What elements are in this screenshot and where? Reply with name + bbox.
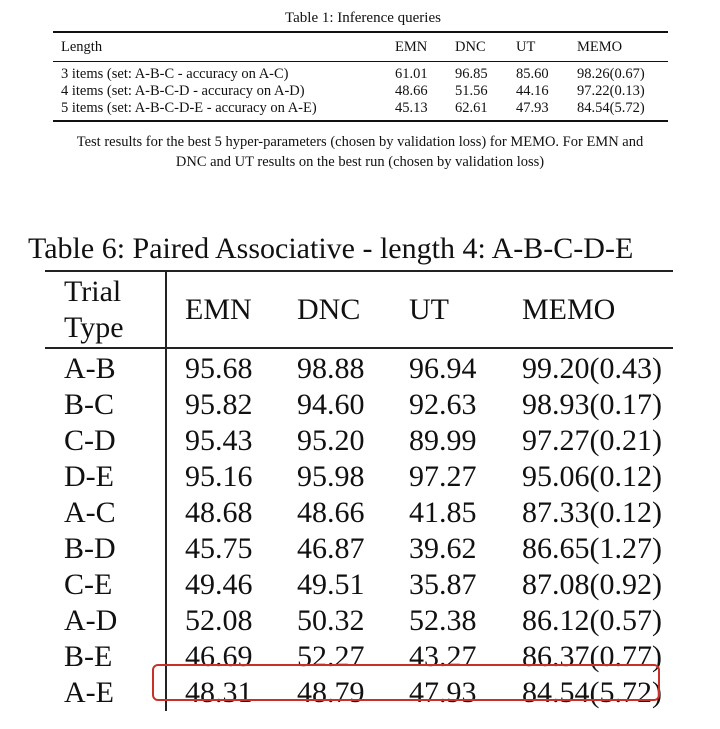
cell-emn: 48.68 — [185, 496, 253, 529]
table1-note-line2: DNC and UT results on the best run (chosen by validation loss) — [175, 154, 545, 170]
table-row — [45, 348, 673, 387]
paired-associative-table — [45, 270, 673, 711]
cell-ut: 44.16 — [516, 83, 549, 99]
cell-ut: 47.93 — [409, 676, 477, 709]
cell-dnc: 48.79 — [297, 676, 365, 709]
cell-ut: 92.63 — [409, 388, 477, 421]
table-header-row — [45, 271, 673, 348]
highlight-box-a-e-row — [152, 664, 660, 701]
cell-dnc: 94.60 — [297, 388, 365, 421]
cell-dnc: 48.66 — [297, 496, 365, 529]
column-header-trial-type — [45, 271, 166, 348]
cell-dnc: 49.51 — [297, 568, 365, 601]
table-row — [45, 423, 673, 459]
cell-memo: 87.08(0.92) — [522, 568, 662, 601]
cell-dnc: 62.61 — [455, 100, 488, 116]
table-row — [45, 387, 673, 423]
table-row — [45, 567, 673, 603]
cell-memo: 87.33(0.12) — [522, 496, 662, 529]
cell-emn: 48.66 — [395, 83, 428, 99]
cell-dnc: 52.27 — [297, 640, 365, 673]
cell-trial-type: B-C — [45, 387, 166, 423]
cell-dnc: 96.85 — [455, 66, 488, 82]
cell-memo: 84.54(5.72) — [522, 676, 662, 709]
cell-emn: 45.75 — [185, 532, 253, 565]
cell-dnc: 95.20 — [297, 424, 365, 457]
table-row — [45, 459, 673, 495]
cell-trial-type: A-D — [45, 603, 166, 639]
cell-memo: 97.22(0.13) — [577, 83, 645, 99]
cell-emn: 95.16 — [185, 460, 253, 493]
cell-trial-type: C-E — [45, 567, 166, 603]
cell-length: 5 items (set: A-B-C-D-E - accuracy on A-E) — [61, 100, 317, 116]
table-row — [53, 100, 668, 121]
cell-ut: 52.38 — [409, 604, 477, 637]
cell-emn: 61.01 — [395, 66, 428, 82]
column-header-ut: UT — [516, 32, 577, 62]
cell-length: 3 items (set: A-B-C - accuracy on A-C) — [61, 66, 289, 82]
cell-emn: 95.82 — [185, 388, 253, 421]
column-header-emn: EMN — [166, 271, 297, 348]
table-row — [45, 531, 673, 567]
column-header-dnc: DNC — [297, 271, 409, 348]
column-header-ut: UT — [409, 271, 522, 348]
cell-emn: 45.13 — [395, 100, 428, 116]
cell-memo: 84.54(5.72) — [577, 100, 645, 116]
cell-dnc: 98.88 — [297, 352, 365, 385]
cell-ut: 39.62 — [409, 532, 477, 565]
table1-note-line1: Test results for the best 5 hyper-parameters (chosen by validation loss) for MEMO. For EMN and — [76, 134, 644, 150]
cell-ut: 96.94 — [409, 352, 477, 385]
cell-memo: 98.93(0.17) — [522, 388, 662, 421]
cell-memo: 99.20(0.43) — [522, 352, 662, 385]
column-header-memo: MEMO — [577, 32, 668, 62]
cell-dnc: 46.87 — [297, 532, 365, 565]
table-row — [45, 603, 673, 639]
cell-ut: 43.27 — [409, 640, 477, 673]
cell-trial-type: B-E — [45, 639, 166, 675]
column-header-length: Length — [53, 32, 395, 62]
column-header-dnc: DNC — [455, 32, 516, 62]
cell-emn: 95.68 — [185, 352, 253, 385]
table-row — [53, 83, 668, 100]
cell-ut: 85.60 — [516, 66, 549, 82]
cell-memo: 86.65(1.27) — [522, 532, 662, 565]
cell-emn: 95.43 — [185, 424, 253, 457]
cell-dnc: 50.32 — [297, 604, 365, 637]
table-header-row — [53, 32, 668, 62]
cell-memo: 97.27(0.21) — [522, 424, 662, 457]
cell-ut: 41.85 — [409, 496, 477, 529]
cell-length: 4 items (set: A-B-C-D - accuracy on A-D) — [61, 83, 305, 99]
cell-trial-type: B-D — [45, 531, 166, 567]
cell-ut: 89.99 — [409, 424, 477, 457]
table6-caption: Table 6: Paired Associative - length 4: A-B-C-D-E — [28, 232, 634, 265]
column-header-emn: EMN — [395, 32, 455, 62]
cell-dnc: 51.56 — [455, 83, 488, 99]
cell-memo: 98.26(0.67) — [577, 66, 645, 82]
cell-emn: 48.31 — [185, 676, 253, 709]
cell-ut: 97.27 — [409, 460, 477, 493]
trial-type-line1: Trial — [64, 274, 122, 308]
table-row — [45, 495, 673, 531]
trial-type-line2: Type — [64, 310, 124, 344]
cell-memo: 95.06(0.12) — [522, 460, 662, 493]
cell-trial-type: D-E — [45, 459, 166, 495]
cell-trial-type: A-B — [45, 348, 166, 387]
table1-caption: Table 1: Inference queries — [285, 10, 441, 26]
cell-ut: 35.87 — [409, 568, 477, 601]
cell-ut: 47.93 — [516, 100, 549, 116]
inference-queries-table — [53, 31, 668, 122]
cell-memo: 86.12(0.57) — [522, 604, 662, 637]
cell-emn: 49.46 — [185, 568, 253, 601]
cell-emn: 52.08 — [185, 604, 253, 637]
cell-dnc: 95.98 — [297, 460, 365, 493]
table1-note — [0, 132, 720, 172]
cell-trial-type: A-E — [45, 675, 166, 711]
cell-emn: 46.69 — [185, 640, 253, 673]
cell-trial-type: A-C — [45, 495, 166, 531]
column-header-memo: MEMO — [522, 271, 673, 348]
table-row — [53, 62, 668, 84]
cell-trial-type: C-D — [45, 423, 166, 459]
cell-memo: 86.37(0.77) — [522, 640, 662, 673]
